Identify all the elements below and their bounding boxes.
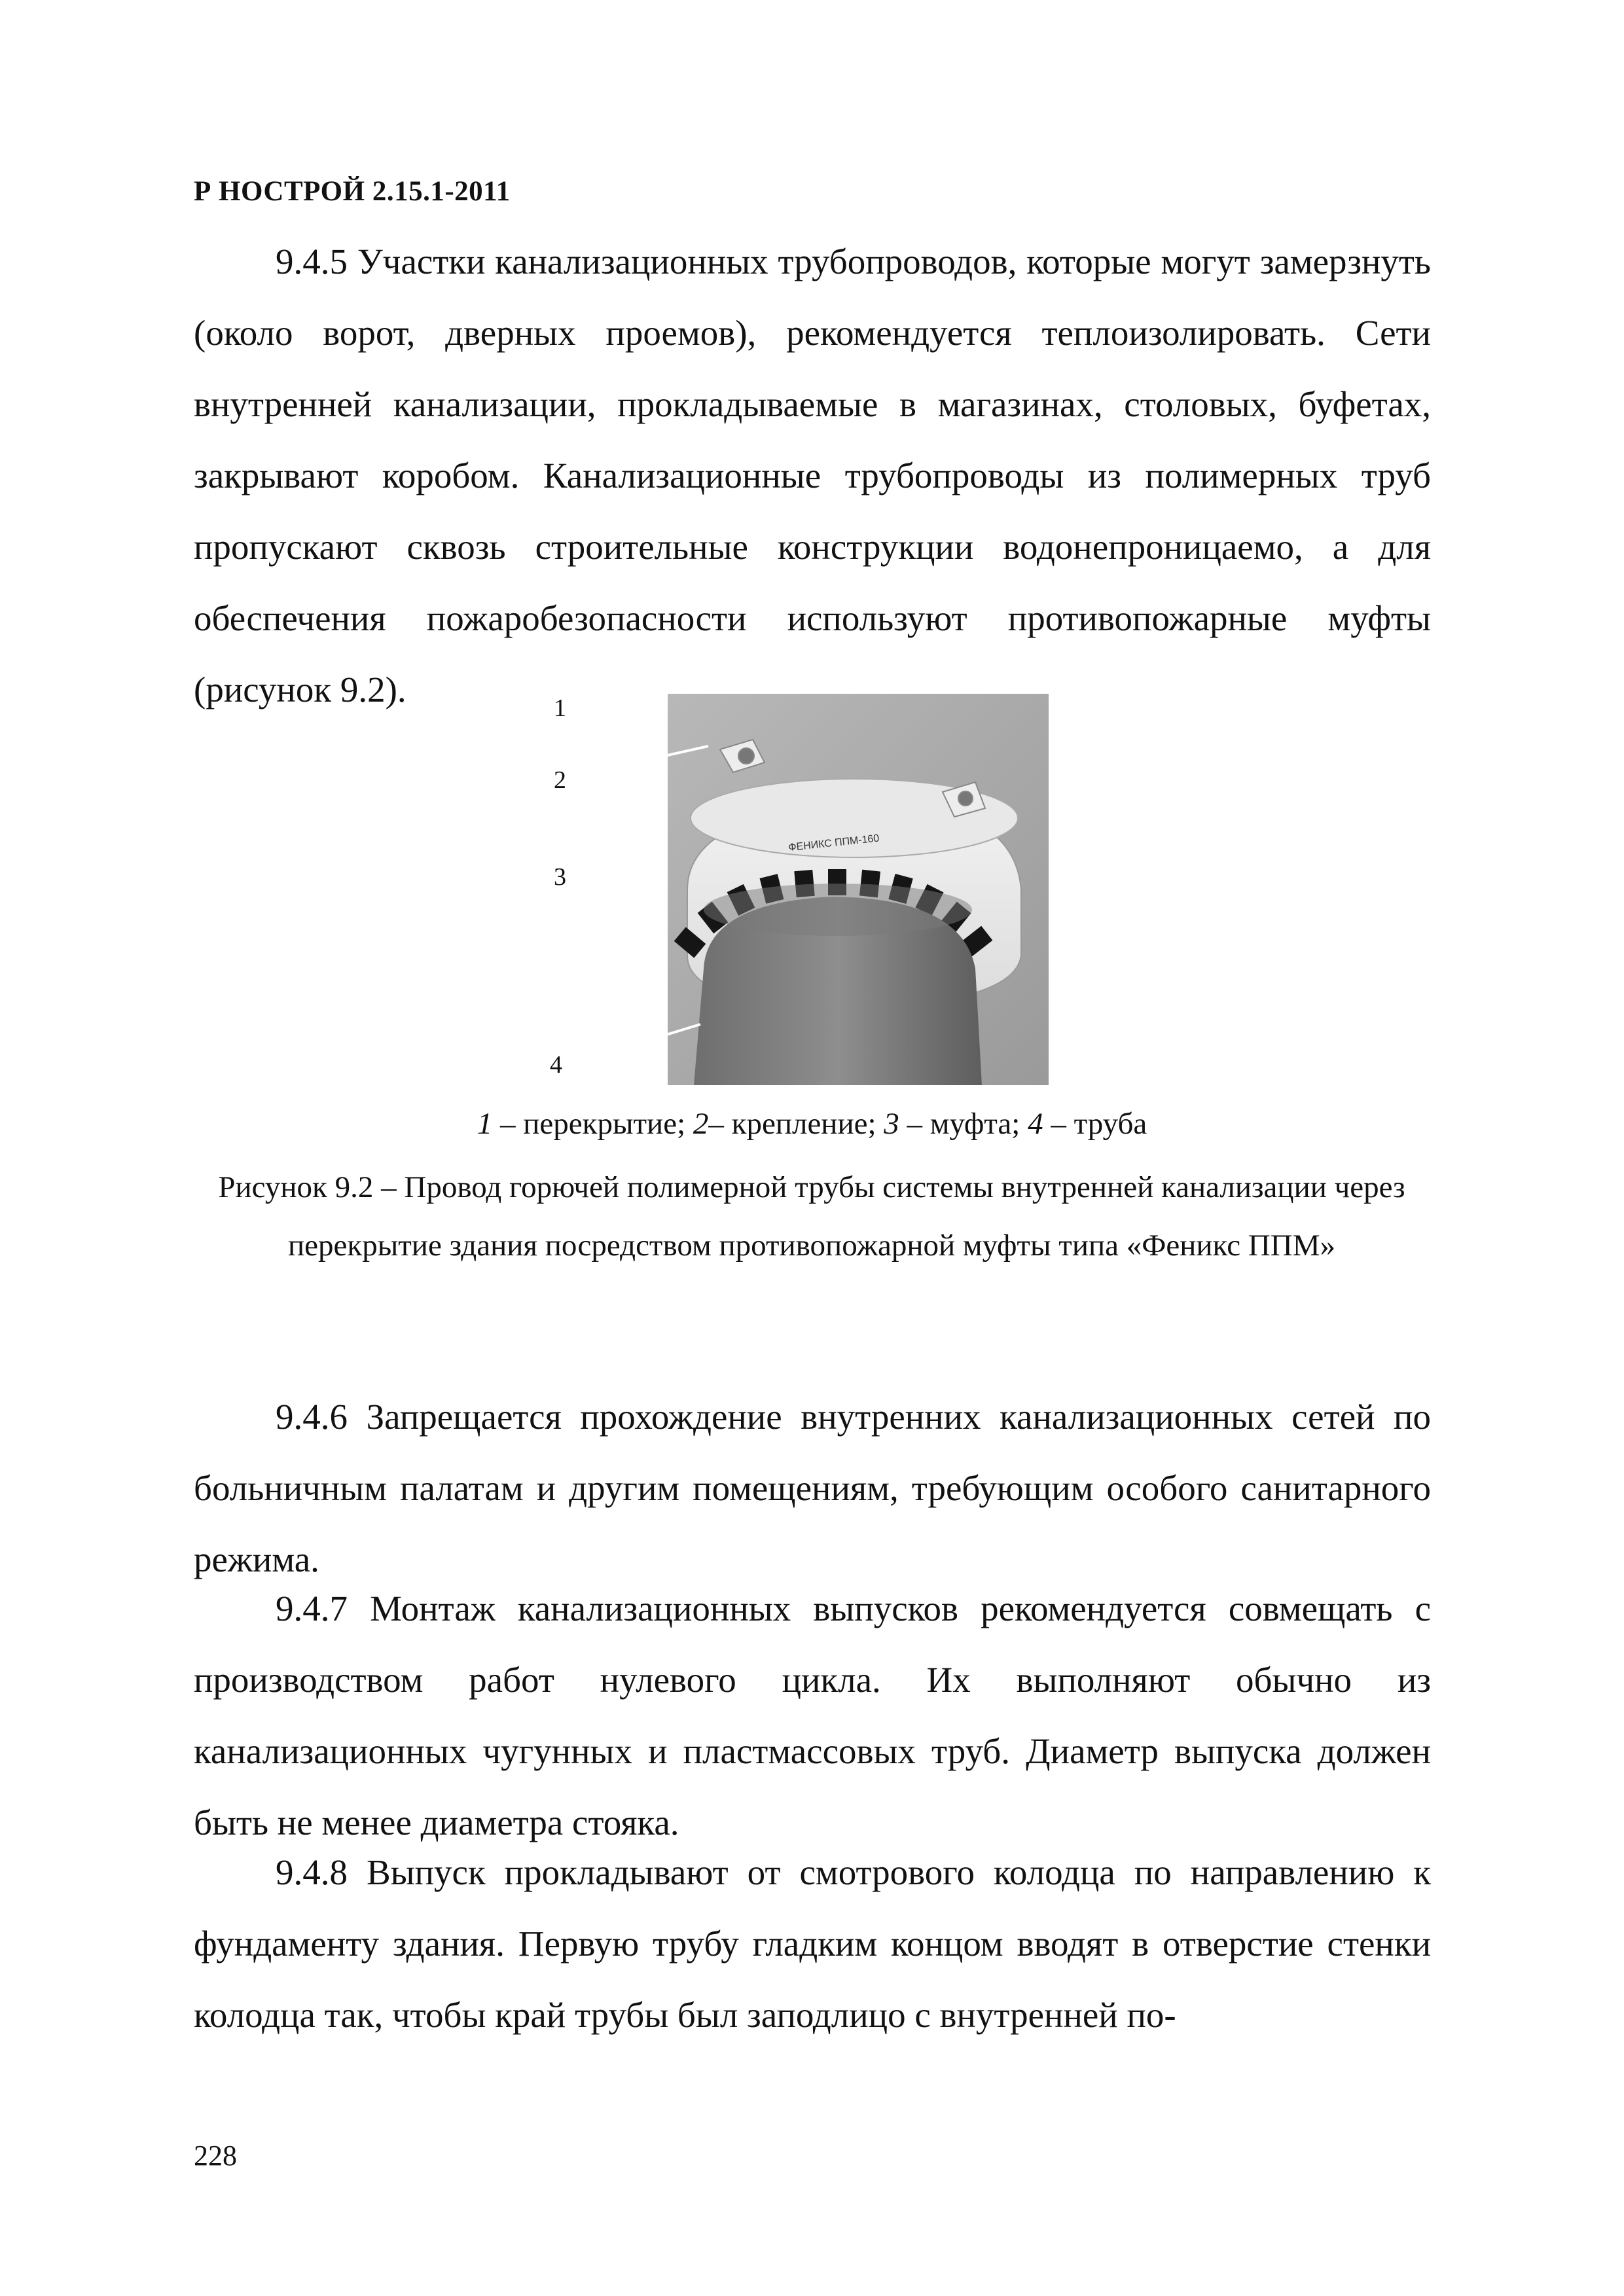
legend-num-4: 4 — [1028, 1107, 1043, 1141]
page-number: 228 — [194, 2140, 237, 2172]
document-code-header: Р НОСТРОЙ 2.15.1-2011 — [194, 176, 511, 207]
fire-sleeve-photo — [556, 694, 1049, 1085]
sleeve-brand-label: ФЕНИКС ППМ-160 — [787, 833, 880, 853]
figure-legend — [0, 1106, 1624, 1141]
pipe — [694, 884, 982, 1085]
callout-1: 1 — [554, 694, 566, 722]
legend-num-1: 1 — [477, 1107, 493, 1141]
legend-text-2: – крепление; — [708, 1107, 884, 1141]
callout-4: 4 — [550, 1051, 562, 1079]
figure-caption: Рисунок 9.2 – Провод горючей полимерной трубы системы внутренней канализации через перекрытие здания посредством противопожарной муфты типа «Феникс ППМ» — [218, 1170, 1405, 1263]
paragraph-9-4-7: 9.4.7 Монтаж канализационных выпусков рекомендуется совмещать с производством работ нулевого цикла. Их выполняют обычно из канализационных чугунных и пластмассовых труб. Диаметр выпуска должен быть не менее диаметра стояка. — [194, 1588, 1431, 1842]
legend-text-1: – перекрытие; — [492, 1107, 693, 1141]
paragraph-9-4-6: 9.4.6 Запрещается прохождение внутренних канализационных сетей по больничным палатам и другим помещениям, требующим особого санитарного режима. — [194, 1397, 1431, 1579]
figure-9-2-photo — [550, 694, 1049, 1085]
paragraph-9-4-8: 9.4.8 Выпуск прокладывают от смотрового колодца по направлению к фундаменту здания. Первую трубу гладким концом вводят в отверстие стенки колодца так, чтобы край трубы был заподлицо с внутренней по- — [194, 1852, 1431, 2035]
legend-text-3: – муфта; — [899, 1107, 1028, 1141]
callout-3: 3 — [554, 863, 566, 891]
legend-num-2: 2 — [693, 1107, 709, 1141]
legend-text-4: – труба — [1043, 1107, 1147, 1141]
paragraph-9-4-5: 9.4.5 Участки канализационных трубопроводов, которые могут замерзнуть (около ворот, дверных проемов), рекомендуется теплоизолировать. Сети внутренней канализации, прокладываемые в магазинах, столовых, буфетах, закрывают коробом. Канализационные трубопроводы из полимерных труб пропускают сквозь строительные конструкции водонепроницаемо, а для обеспечения пожаробезопасности используют противопожарные муфты (рисунок 9.2). — [194, 242, 1431, 709]
legend-num-3: 3 — [884, 1107, 899, 1141]
callout-2: 2 — [554, 766, 566, 794]
